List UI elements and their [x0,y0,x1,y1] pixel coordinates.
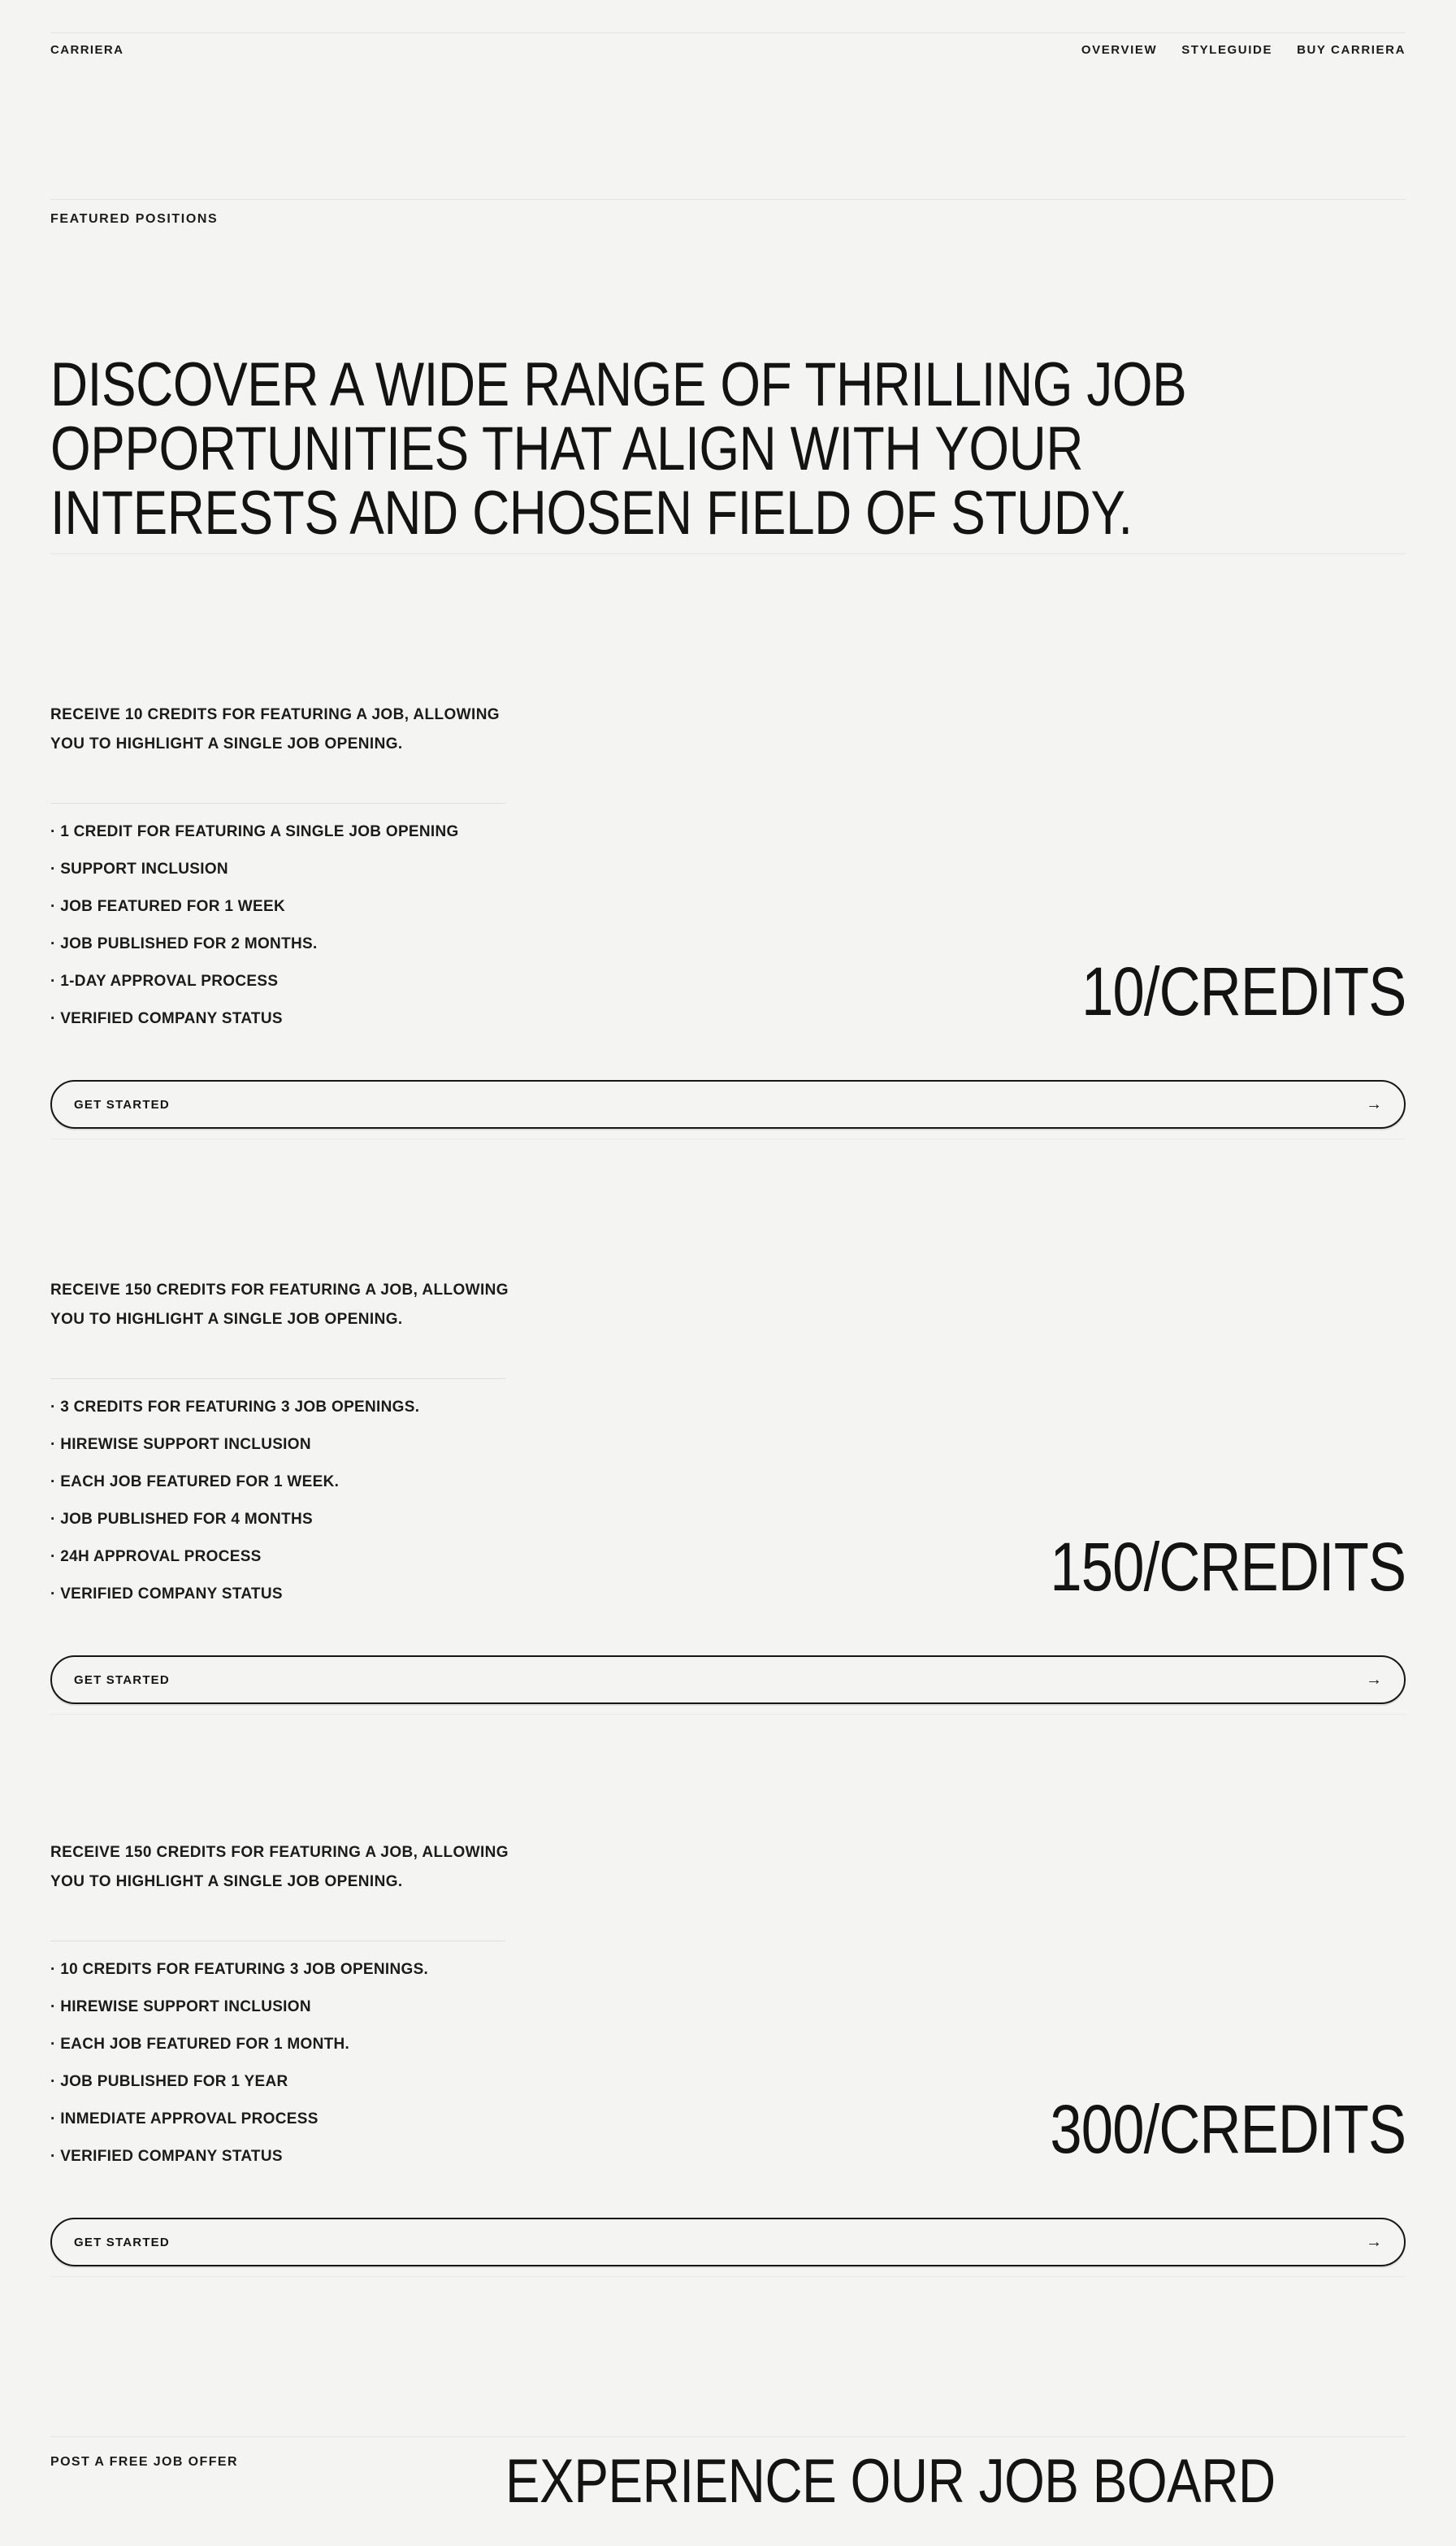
main-nav [1081,43,1406,57]
footer-label: POST A FREE JOB OFFER [50,2455,238,2469]
plan-feature: · HIREWISE SUPPORT INCLUSION [50,1998,311,2015]
plan-price: 150/CREDITS [1050,1529,1406,1605]
plan-feature: · JOB PUBLISHED FOR 2 MONTHS. [50,935,318,952]
plan-feature: · 1-DAY APPROVAL PROCESS [50,973,279,990]
plan-description [50,1276,1406,1334]
plan-feature: · JOB FEATURED FOR 1 WEEK [50,898,285,915]
get-started-label: GET STARTED [74,2235,170,2249]
section-divider [50,199,1406,200]
plan-feature: · EACH JOB FEATURED FOR 1 MONTH. [50,2036,350,2053]
plan-feature: · VERIFIED COMPANY STATUS [50,1585,283,1603]
plan-bottom-divider [50,1714,1406,1715]
pricing-page [0,33,1456,2546]
plan-description [50,1838,1406,1897]
plan-description-line: YOU TO HIGHLIGHT A SINGLE JOB OPENING. [50,735,403,753]
plan-description-line: RECEIVE 10 CREDITS FOR FEATURING A JOB, ALLOWING [50,706,500,723]
footer-heading: EXPERIENCE OUR JOB BOARD [505,2447,1276,2516]
get-started-button[interactable] [50,1080,1406,1129]
footer-divider [50,2436,1406,2437]
plan-description [50,700,1406,759]
nav-item-overview[interactable]: OVERVIEW [1081,43,1158,57]
plan-bottom-divider [50,2276,1406,2277]
plan-feature: · JOB PUBLISHED FOR 4 MONTHS [50,1511,313,1528]
get-started-label: GET STARTED [74,1097,170,1112]
plan-feature: · VERIFIED COMPANY STATUS [50,2148,283,2165]
hero-heading-line: DISCOVER A WIDE RANGE OF THRILLING JOB [50,350,1187,419]
get-started-button[interactable] [50,1655,1406,1704]
hero-heading [50,350,1406,548]
plan-feature: · HIREWISE SUPPORT INCLUSION [50,1436,311,1453]
plan-price: 300/CREDITS [1050,2091,1406,2167]
plan-feature: · SUPPORT INCLUSION [50,861,228,878]
get-started-button[interactable] [50,2218,1406,2266]
pricing-plan-300-credits [50,1838,1406,2277]
hero-heading-line: OPPORTUNITIES THAT ALIGN WITH YOUR [50,414,1083,484]
plan-feature: · INMEDIATE APPROVAL PROCESS [50,2110,318,2127]
plan-description-line: RECEIVE 150 CREDITS FOR FEATURING A JOB, ALLOWING [50,1282,509,1299]
pricing-plan-150-credits [50,1276,1406,1715]
plan-description-line: YOU TO HIGHLIGHT A SINGLE JOB OPENING. [50,1873,403,1890]
site-header [50,43,1406,57]
brand-logo[interactable]: CARRIERA [50,43,124,57]
section-divider [50,553,1406,554]
plan-feature: · 24H APPROVAL PROCESS [50,1548,262,1565]
plan-feature: · 3 CREDITS FOR FEATURING 3 JOB OPENINGS. [50,1399,420,1416]
nav-item-buy-carriera[interactable]: BUY CARRIERA [1297,43,1406,57]
footer-section [50,2448,1406,2546]
arrow-right-icon: → [1366,2233,1382,2251]
section-label: FEATURED POSITIONS [50,212,219,226]
plan-feature: · VERIFIED COMPANY STATUS [50,1010,283,1027]
plan-feature: · EACH JOB FEATURED FOR 1 WEEK. [50,1473,340,1490]
plan-feature: · JOB PUBLISHED FOR 1 YEAR [50,2073,288,2090]
hero-heading-line: INTERESTS AND CHOSEN FIELD OF STUDY. [50,479,1133,548]
plan-description-line: YOU TO HIGHLIGHT A SINGLE JOB OPENING. [50,1311,403,1328]
plan-feature: · 10 CREDITS FOR FEATURING 3 JOB OPENINGS. [50,1961,429,1978]
plan-price: 10/CREDITS [1081,953,1406,1030]
plan-description-line: RECEIVE 150 CREDITS FOR FEATURING A JOB, ALLOWING [50,1844,509,1861]
get-started-label: GET STARTED [74,1672,170,1687]
arrow-right-icon: → [1366,1095,1382,1113]
pricing-plan-10-credits [50,700,1406,1139]
arrow-right-icon: → [1366,1671,1382,1689]
plan-feature: · 1 CREDIT FOR FEATURING A SINGLE JOB OPENING [50,823,459,840]
nav-item-styleguide[interactable]: STYLEGUIDE [1181,43,1273,57]
